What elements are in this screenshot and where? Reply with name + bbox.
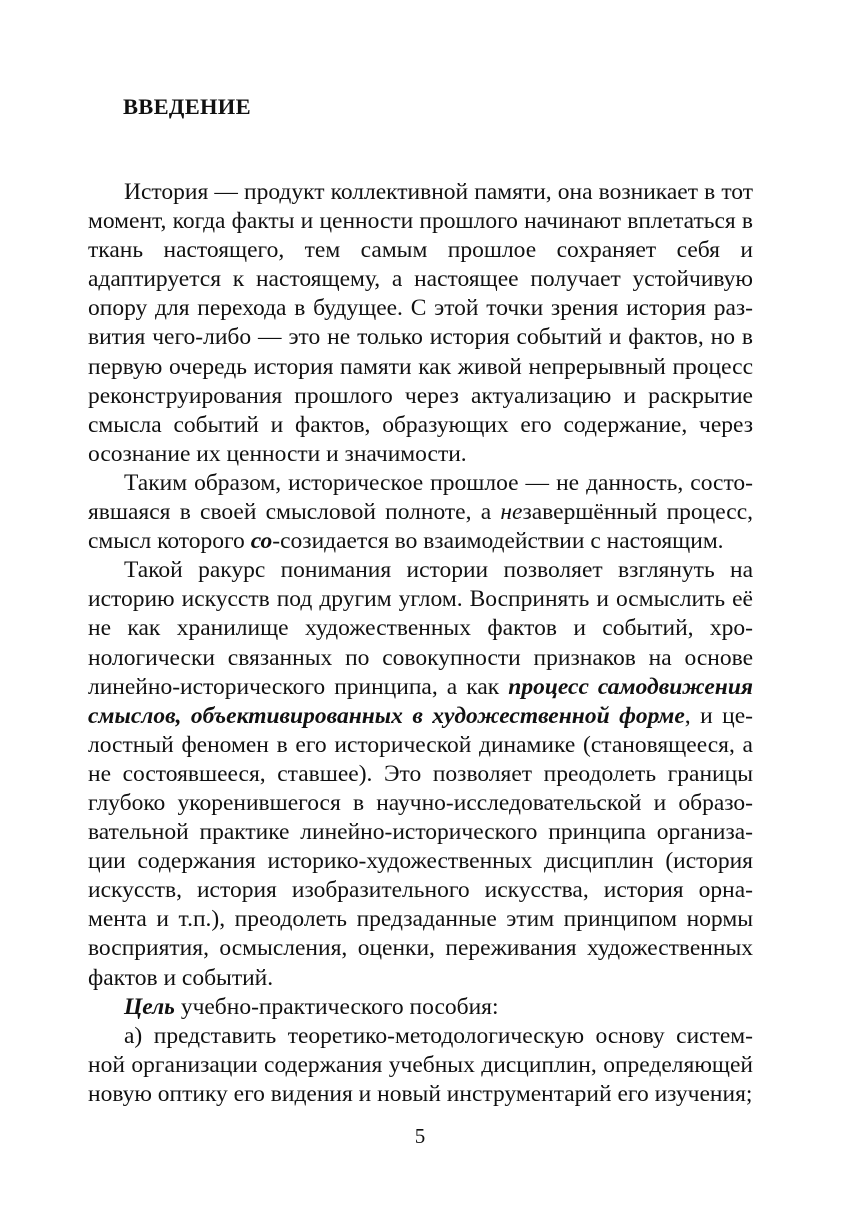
paragraph-3-text-c: , и целостный феномен в его исторической динамике (становящееся, а не состоявшееся, ставшее). Это позволяет преодолеть границы глубоко укоренившегося в научно-исследовательской и образовательной практике линейно-исторического принципа организации содержания историко-художественных дисциплин (история искусств, история изобразительного искусства, история орнамента и т.п.), преодолеть предзаданные этим принципом нормы восприятия, осмысления, оценки, переживания художественных фактов и событий.	[88, 702, 753, 991]
emphasis-so: со	[250, 528, 273, 555]
paragraph-2-text-a: Таким образом, историческое прошлое — не данность, состоявшаяся в своей смысловой полноте, а	[88, 469, 753, 526]
paragraph-2-text-e: -созидается во взаимодействии с настоящим.	[272, 528, 724, 555]
paragraph-2	[88, 469, 753, 556]
paragraph-2-text-c: завершённый процесс, смысл которого	[88, 499, 753, 555]
paragraph-4-text-b: учебно-практического пособия:	[174, 993, 499, 1020]
paragraph-4	[88, 993, 753, 1022]
paragraph-1: История — продукт коллективной памяти, она возникает в тот момент, когда факты и ценности прошлого начинают вплетаться в ткань настоящего, тем самым прошлое сохраняет себя и адаптируется к настоящему, а настоящее получает устойчивую опору для перехода в будущее. С этой точки зрения история развития чего-либо — это не только история событий и фактов, но в первую очередь история памяти как живой непрерывный процесс реконструирования прошлого через актуализацию и раскрытие смысла событий и фактов, образующих его содержание, через осознание их ценности и значимости.	[88, 179, 753, 467]
page-number: 5	[414, 1124, 426, 1148]
emphasis-ne: не	[500, 499, 523, 526]
section-heading: ВВЕДЕНИЕ	[123, 94, 251, 119]
paragraph-3-text-a: Такой ракурс понимания истории позволяет взглянуть на историю искусств под другим углом. Воспринять и осмыслить её не как хранилище художественных фактов и событий, хронологически связанных по совокупности признаков на основе линейно-исторического принципа, а как	[88, 557, 753, 700]
emphasis-goal: Цель	[124, 993, 175, 1020]
paragraph-5: а) представить теоретико-методологическую основу системной организации содержания учебных дисциплин, определяющей новую оптику его видения и новый инструментарий его изучения;	[88, 1022, 753, 1107]
body-text	[88, 178, 753, 1109]
emphasis-process: процесс самодвижения смыслов, объективированных в художественной форме	[88, 673, 753, 729]
paragraph-3	[88, 556, 753, 992]
